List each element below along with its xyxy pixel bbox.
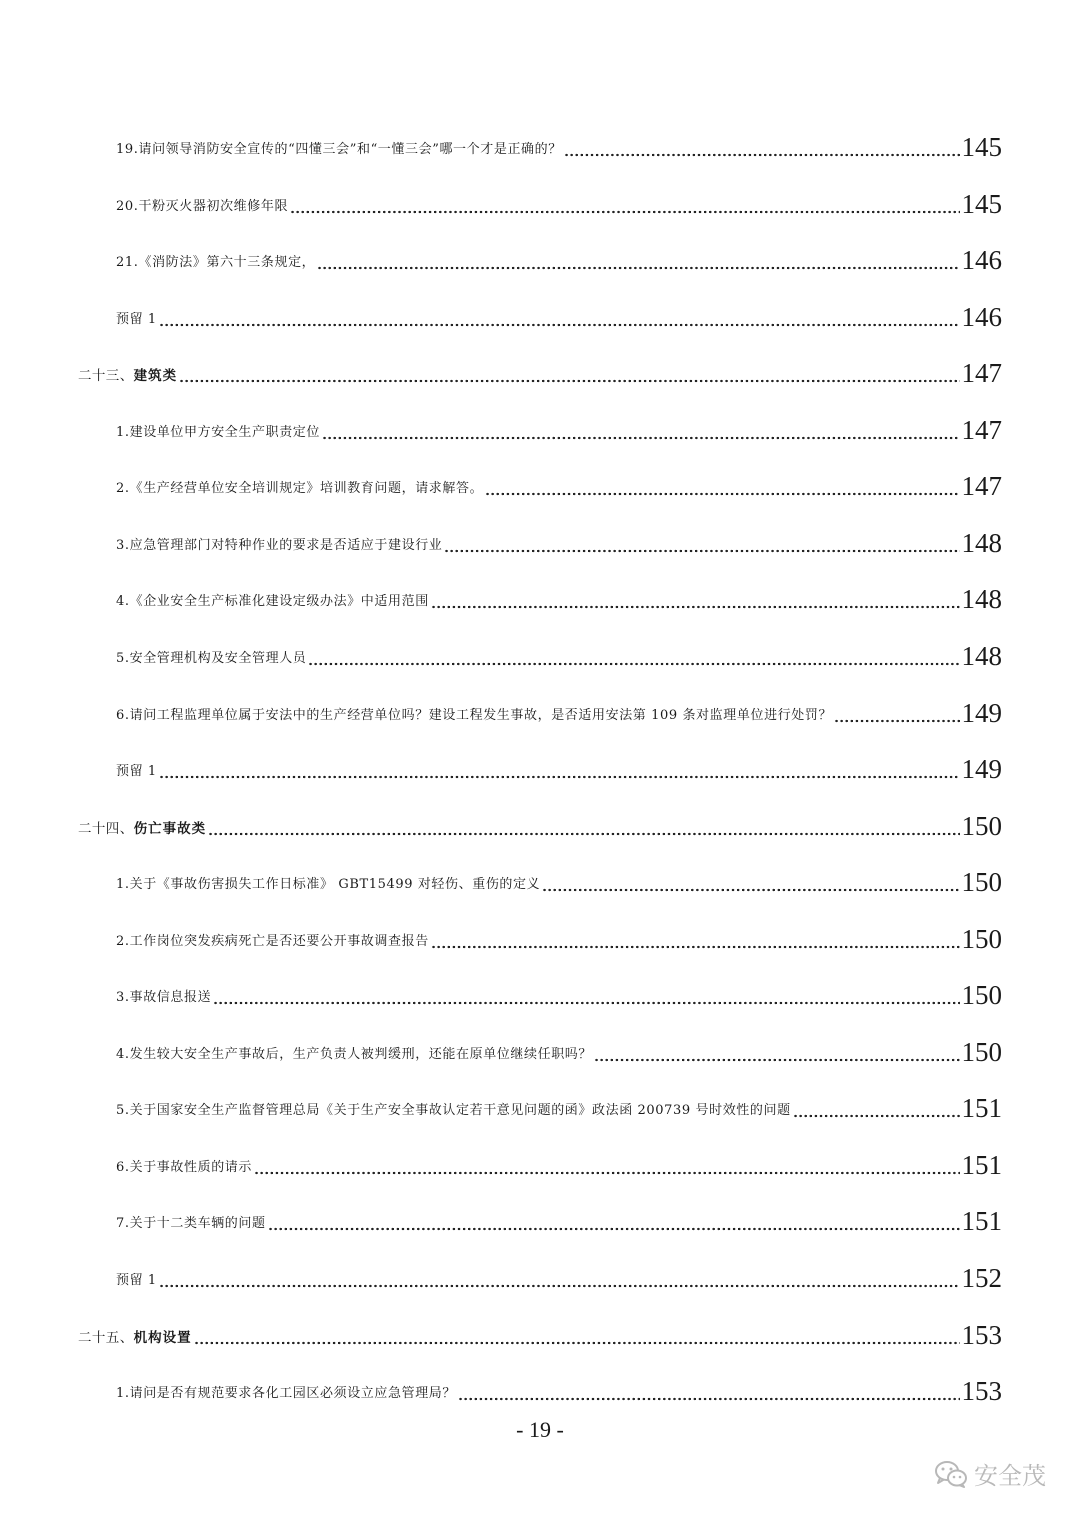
toc-entry[interactable] [116, 461, 1002, 501]
toc-page-number: 147 [961, 471, 1002, 502]
dot-leader [159, 775, 960, 779]
toc-page-number: 148 [961, 584, 1002, 615]
toc-section-name: 伤亡事故类 [133, 820, 207, 837]
dot-leader [208, 832, 959, 836]
toc-entry-title: 6.请问工程监理单位属于安法中的生产经营单位吗？建设工程发生事故，是否适用安法第 109 条对监理单位进行处罚？ [116, 707, 833, 723]
toc-entry-title: 预留 1 [116, 311, 157, 327]
dot-leader [431, 945, 960, 949]
toc-section-entry[interactable] [78, 1310, 1002, 1350]
dot-leader [317, 266, 959, 270]
toc-section-title [78, 368, 177, 388]
toc-page-number: 152 [961, 1263, 1002, 1293]
dot-leader [594, 1058, 959, 1062]
dot-leader [290, 210, 959, 214]
toc-entry-title: 3.事故信息报送 [116, 990, 212, 1006]
toc-entry[interactable] [116, 1253, 1002, 1293]
dot-leader [444, 549, 959, 553]
dot-leader [542, 888, 959, 892]
toc-page-number: 150 [961, 980, 1002, 1011]
wechat-icon [934, 1460, 968, 1488]
toc-entry-title: 2.工作岗位突发疾病死亡是否还要公开事故调查报告 [116, 933, 429, 949]
toc-page-number: 150 [961, 1036, 1002, 1067]
toc-section-entry[interactable] [78, 348, 1002, 388]
toc-entry-title: 5.安全管理机构及安全管理人员 [116, 650, 307, 666]
toc-page-number: 147 [961, 358, 1002, 389]
toc-section-entry[interactable] [78, 801, 1002, 841]
toc-page-number: 147 [961, 414, 1002, 445]
toc-entry[interactable] [116, 179, 1002, 219]
toc-entry[interactable] [116, 1140, 1002, 1180]
toc-section-prefix: 二十三、 [78, 368, 134, 385]
toc-section-prefix: 二十四、 [78, 820, 134, 837]
dot-leader [179, 379, 959, 383]
dot-leader [458, 1397, 959, 1401]
toc-page-number: 146 [961, 245, 1002, 276]
toc-entry[interactable] [116, 235, 1002, 275]
toc-page-number: 148 [961, 640, 1002, 671]
toc-entry-title: 1.关于《事故伤害损失工作日标准》 GBT15499 对轻伤、重伤的定义 [116, 877, 541, 893]
toc-section-prefix: 二十五、 [78, 1329, 134, 1346]
toc-entry[interactable] [116, 1083, 1002, 1123]
toc-page-number: 148 [961, 527, 1002, 558]
toc-entry-title: 19.请问领导消防安全宣传的“四懂三会”和“一懂三会”哪一个才是正确的？ [116, 142, 562, 157]
toc-entry-title: 1.建设单位甲方安全生产职责定位 [116, 424, 321, 440]
toc-entry[interactable] [116, 744, 1002, 784]
dot-leader [159, 1284, 960, 1288]
toc-page-number: 149 [961, 754, 1002, 785]
toc-page-number: 150 [961, 923, 1002, 954]
toc-entry-title: 6.关于事故性质的请示 [116, 1159, 253, 1175]
toc-entry-title: 2.《生产经营单位安全培训规定》培训教育问题，请求解答。 [116, 481, 484, 497]
toc-entry-title: 20.干粉灭火器初次维修年限 [116, 198, 289, 214]
toc-entry[interactable] [116, 857, 1002, 897]
toc-entry[interactable] [116, 914, 1002, 954]
dot-leader [793, 1114, 960, 1118]
toc-page-number: 151 [961, 1149, 1002, 1180]
dot-leader [268, 1227, 960, 1231]
toc-entry-title: 预留 1 [116, 1273, 157, 1288]
dot-leader [159, 323, 960, 327]
dot-leader [213, 1001, 959, 1005]
toc-page-number: 145 [961, 188, 1002, 219]
watermark [934, 1456, 1046, 1491]
toc-entry-title: 21.《消防法》第六十三条规定， [116, 255, 316, 271]
toc-entry[interactable] [116, 1366, 1002, 1406]
toc-section-title [78, 821, 206, 841]
toc-entry-title: 1.请问是否有规范要求各化工园区必须设立应急管理局？ [116, 1386, 457, 1402]
toc-section-title [78, 1330, 192, 1350]
watermark-text: 安全茂 [974, 1462, 1046, 1490]
toc-page-number: 151 [961, 1206, 1002, 1237]
toc-entry[interactable] [116, 292, 1002, 332]
dot-leader [431, 605, 960, 609]
toc-page-number: 151 [961, 1093, 1002, 1124]
toc-section-name: 机构设置 [133, 1329, 192, 1346]
toc-page-number: 149 [961, 697, 1002, 728]
toc-section-name: 建筑类 [133, 368, 178, 385]
toc-entry-title: 5.关于国家安全生产监督管理总局《关于生产安全事故认定若干意见问题的函》政法函 200739 号时效性的问题 [116, 1103, 791, 1119]
toc-page-number: 153 [961, 1376, 1002, 1407]
toc-entry-title: 4.《企业安全生产标准化建设定级办法》中适用范围 [116, 594, 429, 610]
page-number-footer: - 19 - [516, 1417, 564, 1442]
toc-page-number: 150 [961, 810, 1002, 841]
toc-entry[interactable] [116, 1027, 1002, 1067]
toc-entry[interactable] [116, 1196, 1002, 1236]
dot-leader [194, 1341, 960, 1345]
dot-leader [564, 153, 960, 157]
toc-page-number: 145 [961, 132, 1002, 162]
toc-entry-title: 4.发生较大安全生产事故后，生产负责人被判缓刑，还能在原单位继续任职吗？ [116, 1046, 593, 1062]
dot-leader [254, 1171, 959, 1175]
toc-page-number: 153 [961, 1319, 1002, 1350]
toc-entry-title: 预留 1 [116, 764, 157, 780]
toc-entry[interactable] [116, 122, 1002, 162]
dot-leader [322, 436, 959, 440]
toc-entry[interactable] [116, 631, 1002, 671]
dot-leader [485, 492, 959, 496]
toc-entry[interactable] [116, 405, 1002, 445]
toc-entry[interactable] [116, 518, 1002, 558]
toc-page-number: 150 [961, 867, 1002, 898]
toc-entry-title: 7.关于十二类车辆的问题 [116, 1216, 266, 1232]
dot-leader [308, 662, 959, 666]
toc-entry[interactable] [116, 688, 1002, 728]
toc-entry-title: 3.应急管理部门对特种作业的要求是否适应于建设行业 [116, 537, 443, 553]
toc-entry[interactable] [116, 574, 1002, 614]
toc-page-number: 146 [961, 301, 1002, 332]
toc-entry[interactable] [116, 970, 1002, 1010]
dot-leader [834, 719, 959, 723]
